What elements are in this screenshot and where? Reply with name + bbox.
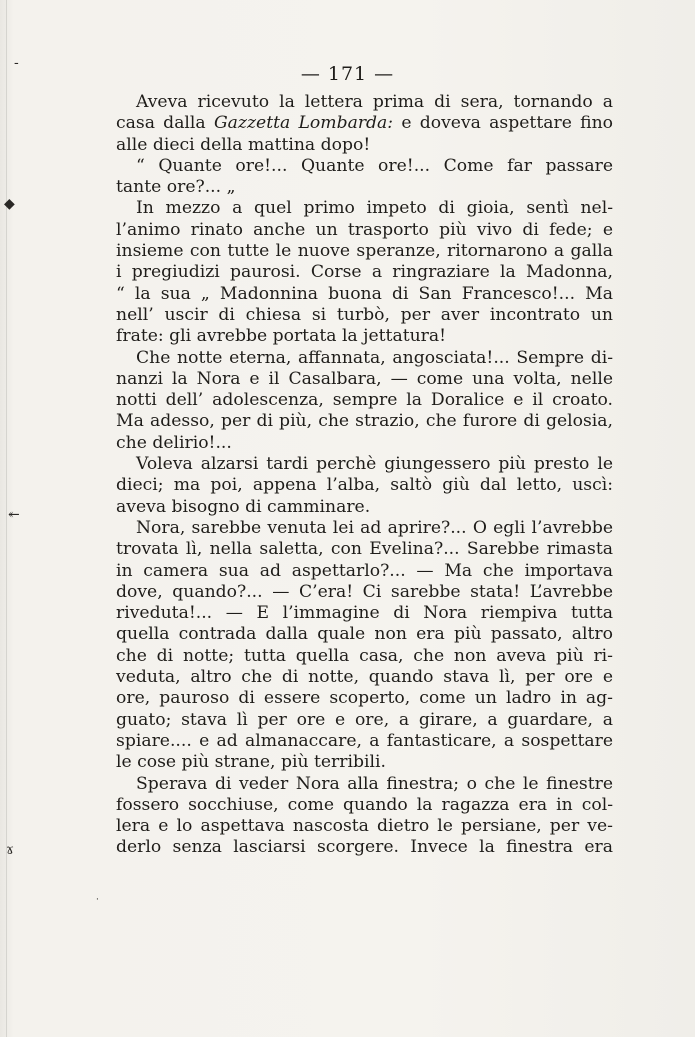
text-line: Che notte eterna, affannata, angosciata!... Sempre di-: [136, 347, 613, 368]
text-line: nanzi la Nora e il Casalbara, — come una volta, nelle: [116, 368, 613, 389]
body-text: [116, 92, 613, 859]
text-line: trovata lì, nella saletta, con Evelina?... Sarebbe rimasta: [116, 539, 613, 560]
text-line: insieme con tutte le nuove speranze, ritornarono a galla: [116, 241, 613, 262]
text-line: dove, quando?... — C’era! Ci sarebbe stata! L’avrebbe: [116, 581, 613, 602]
text-segment: e doveva aspettare fino: [393, 113, 613, 134]
text-line: in camera sua ad aspettarlo?... — Ma che importava: [116, 560, 613, 581]
text-segment: casa dalla: [116, 113, 214, 134]
newspaper-title: Gazzetta Lombarda:: [213, 113, 394, 134]
text-line: aveva bisogno di camminare.: [116, 496, 371, 517]
text-line: lera e lo aspettava nascosta dietro le persiane, per ve-: [116, 816, 613, 837]
text-line: [116, 113, 613, 134]
text-line: che di notte; tutta quella casa, che non aveva più ri-: [116, 645, 613, 666]
margin-mark-dot: ·: [96, 895, 99, 905]
page-number: — 171 —: [300, 63, 395, 85]
margin-mark-dash: -: [14, 55, 19, 71]
text-line: In mezzo a quel primo impeto di gioia, sentì nel-: [136, 198, 613, 219]
text-line: i pregiudizi paurosi. Corse a ringraziare la Madonna,: [116, 262, 613, 283]
margin-mark-blot: ◆: [4, 196, 15, 212]
text-line: spiare.... e ad almanaccare, a fantasticare, a sospettare: [116, 730, 613, 751]
text-line: derlo senza lasciarsi scorgere. Invece la finestra era: [116, 837, 613, 858]
text-line: tante ore?... „: [116, 177, 236, 198]
text-line: l’animo rinato anche un trasporto più vivo di fede; e: [116, 219, 613, 240]
gutter-shadow: [6, 0, 7, 1037]
text-line: che delirio!...: [116, 432, 232, 453]
text-line: “ Quante ore!... Quante ore!... Come far passare: [136, 155, 613, 176]
text-line: frate: gli avrebbe portata la jettatura!: [116, 326, 447, 347]
text-line: Nora, sarebbe venuta lei ad aprire?... O egli l’avrebbe: [136, 517, 613, 538]
text-line: veduta, altro che di notte, quando stava lì, per ore e: [116, 667, 613, 688]
text-line: dieci; ma poi, appena l’alba, saltò giù dal letto, uscì:: [116, 475, 613, 496]
text-line: Aveva ricevuto la lettera prima di sera, tornando a: [136, 92, 613, 112]
text-line: nell’ uscir di chiesa si turbò, per aver incontrato un: [116, 304, 613, 325]
margin-mark-arrow: ↞: [8, 507, 20, 523]
text-line: ore, pauroso di essere scoperto, come un ladro in ag-: [116, 688, 613, 709]
text-line: Voleva alzarsi tardi perchè giungessero più presto le: [136, 454, 613, 475]
margin-mark-tick: ɤ: [6, 842, 14, 858]
text-line: fossero socchiuse, come quando la ragazza era in col-: [116, 794, 613, 815]
text-line: Ma adesso, per di più, che strazio, che furore di gelosia,: [116, 411, 613, 432]
text-line: riveduta!... — E l’immagine di Nora riempiva tutta: [116, 603, 613, 624]
text-line: quella contrada dalla quale non era più passato, altro: [116, 624, 613, 645]
text-line: Sperava di veder Nora alla finestra; o che le finestre: [136, 773, 613, 794]
text-line: alle dieci della mattina dopo!: [116, 134, 371, 155]
text-line: le cose più strane, più terribili.: [116, 752, 386, 773]
text-line: notti dell’ adolescenza, sempre la Doralice e il croato.: [116, 390, 613, 411]
text-line: guato; stava lì per ore e ore, a girare, a guardare, a: [116, 709, 613, 730]
text-line: “ la sua „ Madonnina buona di San Francesco!... Ma: [116, 283, 613, 304]
